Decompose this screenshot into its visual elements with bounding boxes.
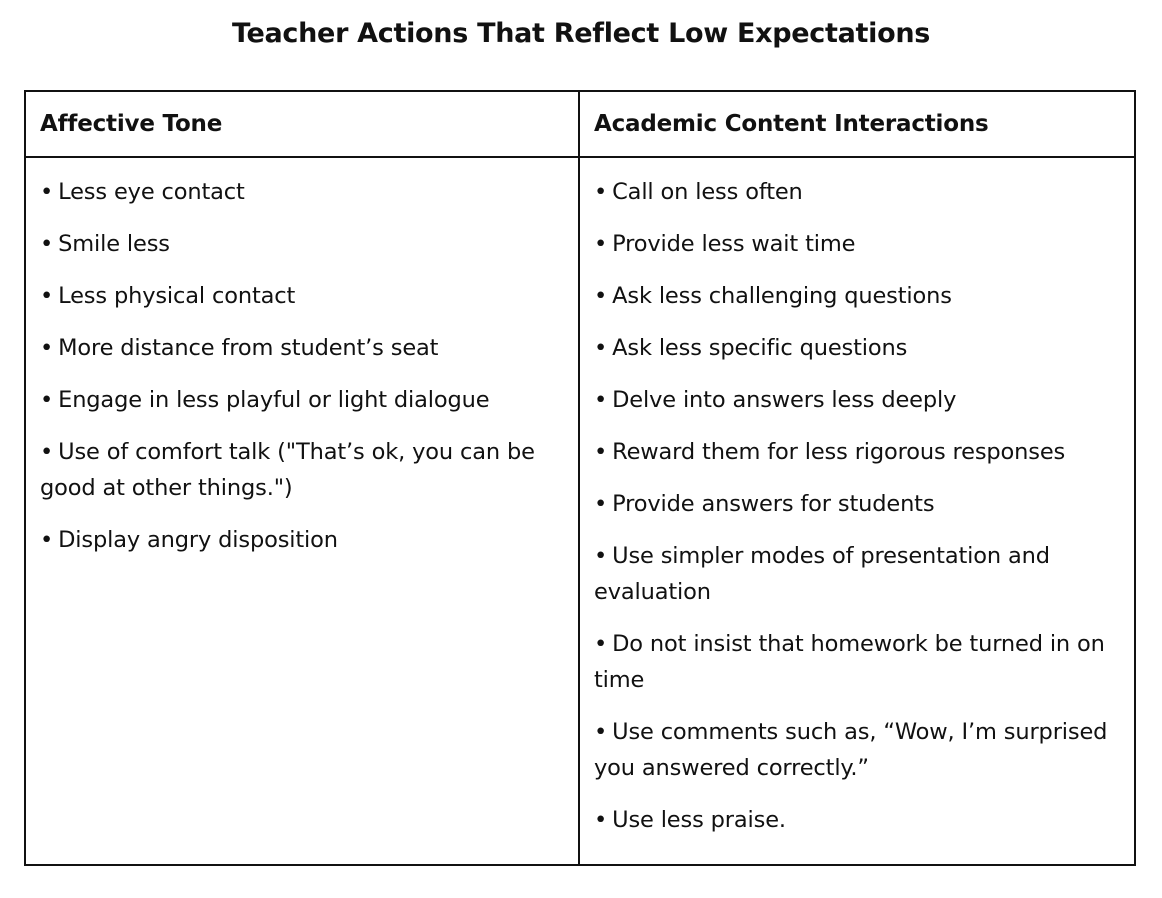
academic-content-cell <box>579 157 1135 865</box>
list-item: • Engage in less playful or light dialogue <box>40 382 564 418</box>
list-item: • Provide less wait time <box>594 226 1120 262</box>
list-item: • Use simpler modes of presentation and evaluation <box>594 538 1120 610</box>
list-item: • Use of comfort talk ("That’s ok, you can be good at other things.") <box>40 434 564 506</box>
list-item: • Ask less specific questions <box>594 330 1120 366</box>
list-item: • Reward them for less rigorous responses <box>594 434 1120 470</box>
affective-tone-list <box>40 174 564 558</box>
list-item: • Smile less <box>40 226 564 262</box>
list-item: • Provide answers for students <box>594 486 1120 522</box>
list-item: • Use comments such as, “Wow, I’m surprised you answered correctly.” <box>594 714 1120 786</box>
list-item: • Do not insist that homework be turned in on time <box>594 626 1120 698</box>
list-item: • Less physical contact <box>40 278 564 314</box>
expectations-table <box>24 90 1136 866</box>
document-title: Teacher Actions That Reflect Low Expectations <box>231 18 931 49</box>
list-item: • More distance from student’s seat <box>40 330 564 366</box>
list-item: • Display angry disposition <box>40 522 564 558</box>
list-item: • Ask less challenging questions <box>594 278 1120 314</box>
affective-tone-cell <box>25 157 579 865</box>
list-item: • Call on less often <box>594 174 1120 210</box>
column-header-academic-content: Academic Content Interactions <box>579 91 1135 157</box>
table-header-row <box>25 91 1135 157</box>
list-item: • Delve into answers less deeply <box>594 382 1120 418</box>
table-body-row <box>25 157 1135 865</box>
list-item: • Use less praise. <box>594 802 1120 838</box>
column-header-affective-tone: Affective Tone <box>25 91 579 157</box>
list-item: • Less eye contact <box>40 174 564 210</box>
academic-content-list <box>594 174 1120 838</box>
